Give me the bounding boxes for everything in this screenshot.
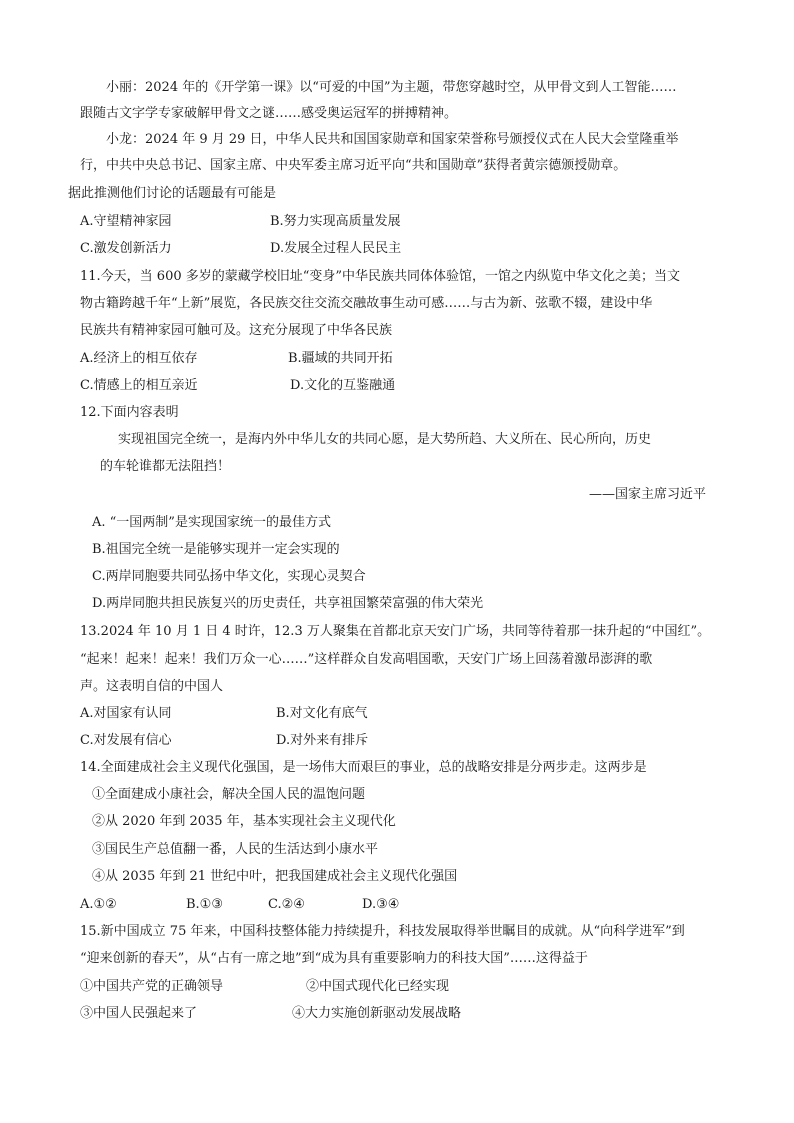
dialogue-xiaoli-line2: 跟随古文字学专家破解甲骨文之谜……感受奥运冠军的拼搏精神。 bbox=[80, 106, 458, 121]
q12-stem: 12.下面内容表明 bbox=[80, 405, 179, 420]
q12-attribution: ——国家主席习近平 bbox=[588, 487, 706, 502]
dialogue-xiaolong-line1: 小龙：2024 年 9 月 29 日，中华人民共和国国家勋章和国家荣誉称号颁授仪式在人民大会堂隆重举 bbox=[106, 132, 679, 147]
q10-option-b[interactable]: B.努力实现高质量发展 bbox=[270, 214, 401, 229]
q12-quote-line1: 实现祖国完全统一，是海内外中华儿女的共同心愿，是大势所趋、大义所在、民心所向，历史 bbox=[118, 432, 652, 447]
q15-item-2: ②中国式现代化已经实现 bbox=[306, 979, 450, 994]
q10-option-d[interactable]: D.发展全过程人民民主 bbox=[270, 241, 402, 256]
q11-line3: 民族共有精神家园可触可及。这充分展现了中华各民族 bbox=[80, 323, 393, 338]
q15-line2: “迎来创新的春天”，从“占有一席之地”到“成为具有重要影响力的科技大国”……这得益于 bbox=[80, 951, 588, 966]
q15-item-4: ④大力实施创新驱动发展战略 bbox=[292, 1006, 462, 1021]
q14-option-b[interactable]: B.①③ bbox=[186, 897, 223, 912]
q14-option-d[interactable]: D.③④ bbox=[362, 897, 400, 912]
q12-option-a[interactable]: A. “一国两制”是实现国家统一的最佳方式 bbox=[92, 515, 331, 530]
dialogue-xiaoli-line1: 小丽：2024 年的《开学第一课》以“可爱的中国”为主题，带您穿越时空，从甲骨文到人工智能…… bbox=[106, 80, 677, 95]
q12-quote-line2: 的车轮谁都无法阻挡！ bbox=[100, 459, 231, 474]
q14-item-2: ②从 2020 年到 2035 年，基本实现社会主义现代化 bbox=[92, 814, 396, 829]
q12-option-d[interactable]: D.两岸同胞共担民族复兴的历史责任，共享祖国繁荣富强的伟大荣光 bbox=[92, 596, 484, 611]
q10-stem: 据此推测他们讨论的话题最有可能是 bbox=[68, 186, 277, 201]
q12-option-c[interactable]: C.两岸同胞要共同弘扬中华文化，实现心灵契合 bbox=[92, 569, 366, 584]
q10-option-c[interactable]: C.激发创新活力 bbox=[80, 241, 172, 256]
q13-line1: 13.2024 年 10 月 1 日 4 时许，12.3 万人聚集在首都北京天安门广场，共同等待着那一抹升起的“中国红”。 bbox=[80, 624, 711, 639]
q11-line2: 物古籍跨越千年“上新”展览，各民族交往交流交融故事生动可感……与古为新、弦歌不辍，建设中华 bbox=[80, 296, 653, 311]
q14-stem: 14.全面建成社会主义现代化强国，是一场伟大而艰巨的事业，总的战略安排是分两步走。这两步是 bbox=[80, 760, 647, 775]
q13-line3: 声。这表明自信的中国人 bbox=[80, 679, 224, 694]
q14-item-1: ①全面建成小康社会，解决全国人民的温饱问题 bbox=[92, 787, 366, 802]
q13-option-c[interactable]: C.对发展有信心 bbox=[80, 733, 172, 748]
q15-item-3: ③中国人民强起来了 bbox=[80, 1006, 198, 1021]
q13-option-b[interactable]: B.对文化有底气 bbox=[276, 706, 368, 721]
q11-option-d[interactable]: D.文化的互鉴融通 bbox=[290, 378, 396, 393]
q14-item-3: ③国民生产总值翻一番，人民的生活达到小康水平 bbox=[92, 842, 379, 857]
q13-option-d[interactable]: D.对外来有排斥 bbox=[276, 733, 369, 748]
q15-line1: 15.新中国成立 75 年来，中国科技整体能力持续提升，科技发展取得举世瞩目的成就。从“向科学进军”到 bbox=[80, 924, 685, 939]
q10-option-a[interactable]: A.守望精神家园 bbox=[80, 214, 172, 229]
q15-item-1: ①中国共产党的正确领导 bbox=[80, 979, 224, 994]
q11-line1: 11.今天，当 600 多岁的蒙藏学校旧址“变身”中华民族共同体体验馆，一馆之内纵览中华文化之美；当文 bbox=[80, 269, 681, 284]
q13-line2: “起来！起来！起来！我们万众一心……”这样群众自发高唱国歌，天安门广场上回荡着激昂澎湃的歌 bbox=[80, 652, 653, 667]
q13-option-a[interactable]: A.对国家有认同 bbox=[80, 706, 172, 721]
q14-option-c[interactable]: C.②④ bbox=[268, 897, 305, 912]
q12-option-b[interactable]: B.祖国完全统一是能够实现并一定会实现的 bbox=[92, 542, 340, 557]
dialogue-xiaolong-line2: 行，中共中央总书记、国家主席、中央军委主席习近平向“共和国勋章”获得者黄宗德颁授勋章。 bbox=[80, 158, 627, 173]
q11-option-a[interactable]: A.经济上的相互依存 bbox=[80, 351, 198, 366]
q14-option-a[interactable]: A.①② bbox=[80, 897, 117, 912]
q11-option-b[interactable]: B.疆域的共同开拓 bbox=[288, 351, 393, 366]
q11-option-c[interactable]: C.情感上的相互亲近 bbox=[80, 378, 198, 393]
q14-item-4: ④从 2035 年到 21 世纪中叶，把我国建成社会主义现代化强国 bbox=[92, 869, 458, 884]
